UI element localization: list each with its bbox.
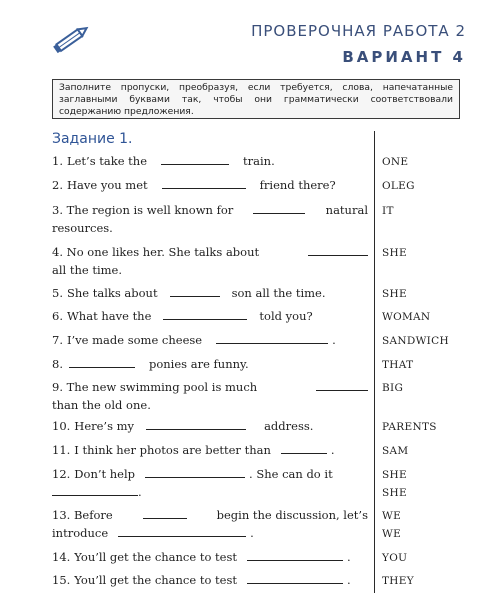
item-number: 9. (52, 380, 63, 394)
item-text: Here’s my (74, 419, 135, 433)
answer-blank[interactable] (316, 379, 368, 391)
item-text: You’ll get the chance to test (74, 573, 237, 587)
word-prompt: SHE (382, 288, 407, 300)
item-text: than the old one. (52, 398, 151, 412)
answer-blank[interactable] (118, 525, 246, 537)
item-number: 1. (52, 154, 63, 168)
exercise-item-8 (52, 355, 368, 373)
item-text: . (138, 485, 142, 499)
answer-blank[interactable] (161, 153, 229, 165)
word-prompt: SHE (382, 469, 407, 481)
item-text: begin the discussion, let’s (216, 508, 368, 522)
item-text: I’ve made some cheese (66, 333, 203, 347)
item-number: 14. (52, 550, 71, 564)
item-text: told you? (259, 309, 313, 323)
task-title: Задание 1. (52, 131, 133, 147)
item-text: resources. (52, 221, 113, 235)
item-text: Before (73, 508, 113, 522)
item-text: ponies are funny. (148, 357, 249, 371)
item-text: I think her photos are better than (74, 443, 271, 457)
answer-blank[interactable] (247, 572, 343, 584)
item-text: You’ll get the chance to test (74, 550, 237, 564)
exercise-item-14 (52, 548, 368, 566)
exercise-item-15 (52, 571, 368, 589)
exercise-item-11 (52, 441, 368, 459)
item-number: 6. (52, 309, 63, 323)
answer-blank[interactable] (145, 466, 245, 478)
answer-blank[interactable] (162, 177, 246, 189)
item-number: 3. (52, 203, 63, 217)
item-number: 7. (52, 333, 63, 347)
word-prompt: SHE (382, 247, 407, 259)
answer-blank[interactable] (146, 418, 246, 430)
answer-blank[interactable] (281, 442, 327, 454)
exercise-item-4 (52, 243, 368, 279)
item-number: 11. (52, 443, 71, 457)
word-prompt: WE (382, 510, 402, 522)
exercise-item-7 (52, 331, 368, 349)
item-text: address. (264, 419, 314, 433)
item-text: son all the time. (231, 286, 326, 300)
word-prompt: ONE (382, 156, 409, 168)
answer-blank[interactable] (52, 484, 138, 496)
answer-blank[interactable] (247, 549, 343, 561)
item-number: 4. (52, 245, 63, 259)
word-prompt: THEY (382, 575, 414, 587)
page-title: ПРОВЕРОЧНАЯ РАБОТА 2 (251, 22, 466, 40)
item-number: 13. (52, 508, 71, 522)
answer-blank[interactable] (170, 285, 220, 297)
item-number: 12. (52, 467, 71, 481)
word-prompt: WOMAN (382, 311, 431, 323)
word-prompt: SHE (382, 487, 407, 499)
item-text: Let’s take the (66, 154, 148, 168)
item-text: friend there? (259, 178, 336, 192)
exercise-item-1 (52, 152, 368, 170)
word-prompt: SANDWICH (382, 335, 449, 347)
answer-blank[interactable] (163, 308, 247, 320)
exercise-item-2 (52, 176, 368, 194)
item-text: . (250, 526, 254, 540)
exercise-item-13 (52, 506, 368, 542)
item-text: . She can do it (249, 467, 333, 481)
word-prompt: THAT (382, 359, 414, 371)
exercise-item-5 (52, 284, 368, 302)
item-text: natural (325, 203, 368, 217)
word-prompt: YOU (382, 552, 408, 564)
word-prompt: WE (382, 528, 402, 540)
item-number: 10. (52, 419, 71, 433)
item-text: No one likes her. She talks about (66, 245, 260, 259)
variant-title: ВАРИАНТ 4 (342, 48, 466, 66)
answer-blank[interactable] (253, 202, 305, 214)
exercise-item-3 (52, 201, 368, 237)
item-number: 8. (52, 357, 63, 371)
item-text: Don’t help (74, 467, 136, 481)
exercise-item-9 (52, 378, 368, 414)
item-text: . (346, 573, 351, 587)
item-text: all the time. (52, 263, 123, 277)
item-text: . (332, 333, 336, 347)
answer-blank[interactable] (69, 356, 135, 368)
item-text: . (330, 443, 335, 457)
item-text: What have the (66, 309, 152, 323)
item-text: She talks about (66, 286, 158, 300)
instructions-box: Заполните пропуски, преобразуя, если требуется, слова, напечатанные заглавными буквами так, чтобы они грамматически соответствовали содержанию предложения. (52, 79, 460, 119)
answer-blank[interactable] (216, 332, 328, 344)
exercise-item-6 (52, 307, 368, 325)
item-number: 5. (52, 286, 63, 300)
item-text: The region is well known for (66, 203, 234, 217)
item-text: introduce (52, 526, 109, 540)
answer-blank[interactable] (308, 244, 368, 256)
item-text: . (346, 550, 351, 564)
answer-blank[interactable] (143, 507, 187, 519)
word-prompt: IT (382, 205, 394, 217)
item-text: train. (243, 154, 275, 168)
word-prompt: OLEG (382, 180, 415, 192)
exercise-item-12 (52, 465, 368, 501)
item-number: 15. (52, 573, 71, 587)
item-text: The new swimming pool is much (66, 380, 258, 394)
word-prompt: SAM (382, 445, 409, 457)
word-prompt: PARENTS (382, 421, 437, 433)
item-number: 2. (52, 178, 63, 192)
word-prompt: BIG (382, 382, 404, 394)
exercise-item-10 (52, 417, 368, 435)
item-text: Have you met (66, 178, 148, 192)
